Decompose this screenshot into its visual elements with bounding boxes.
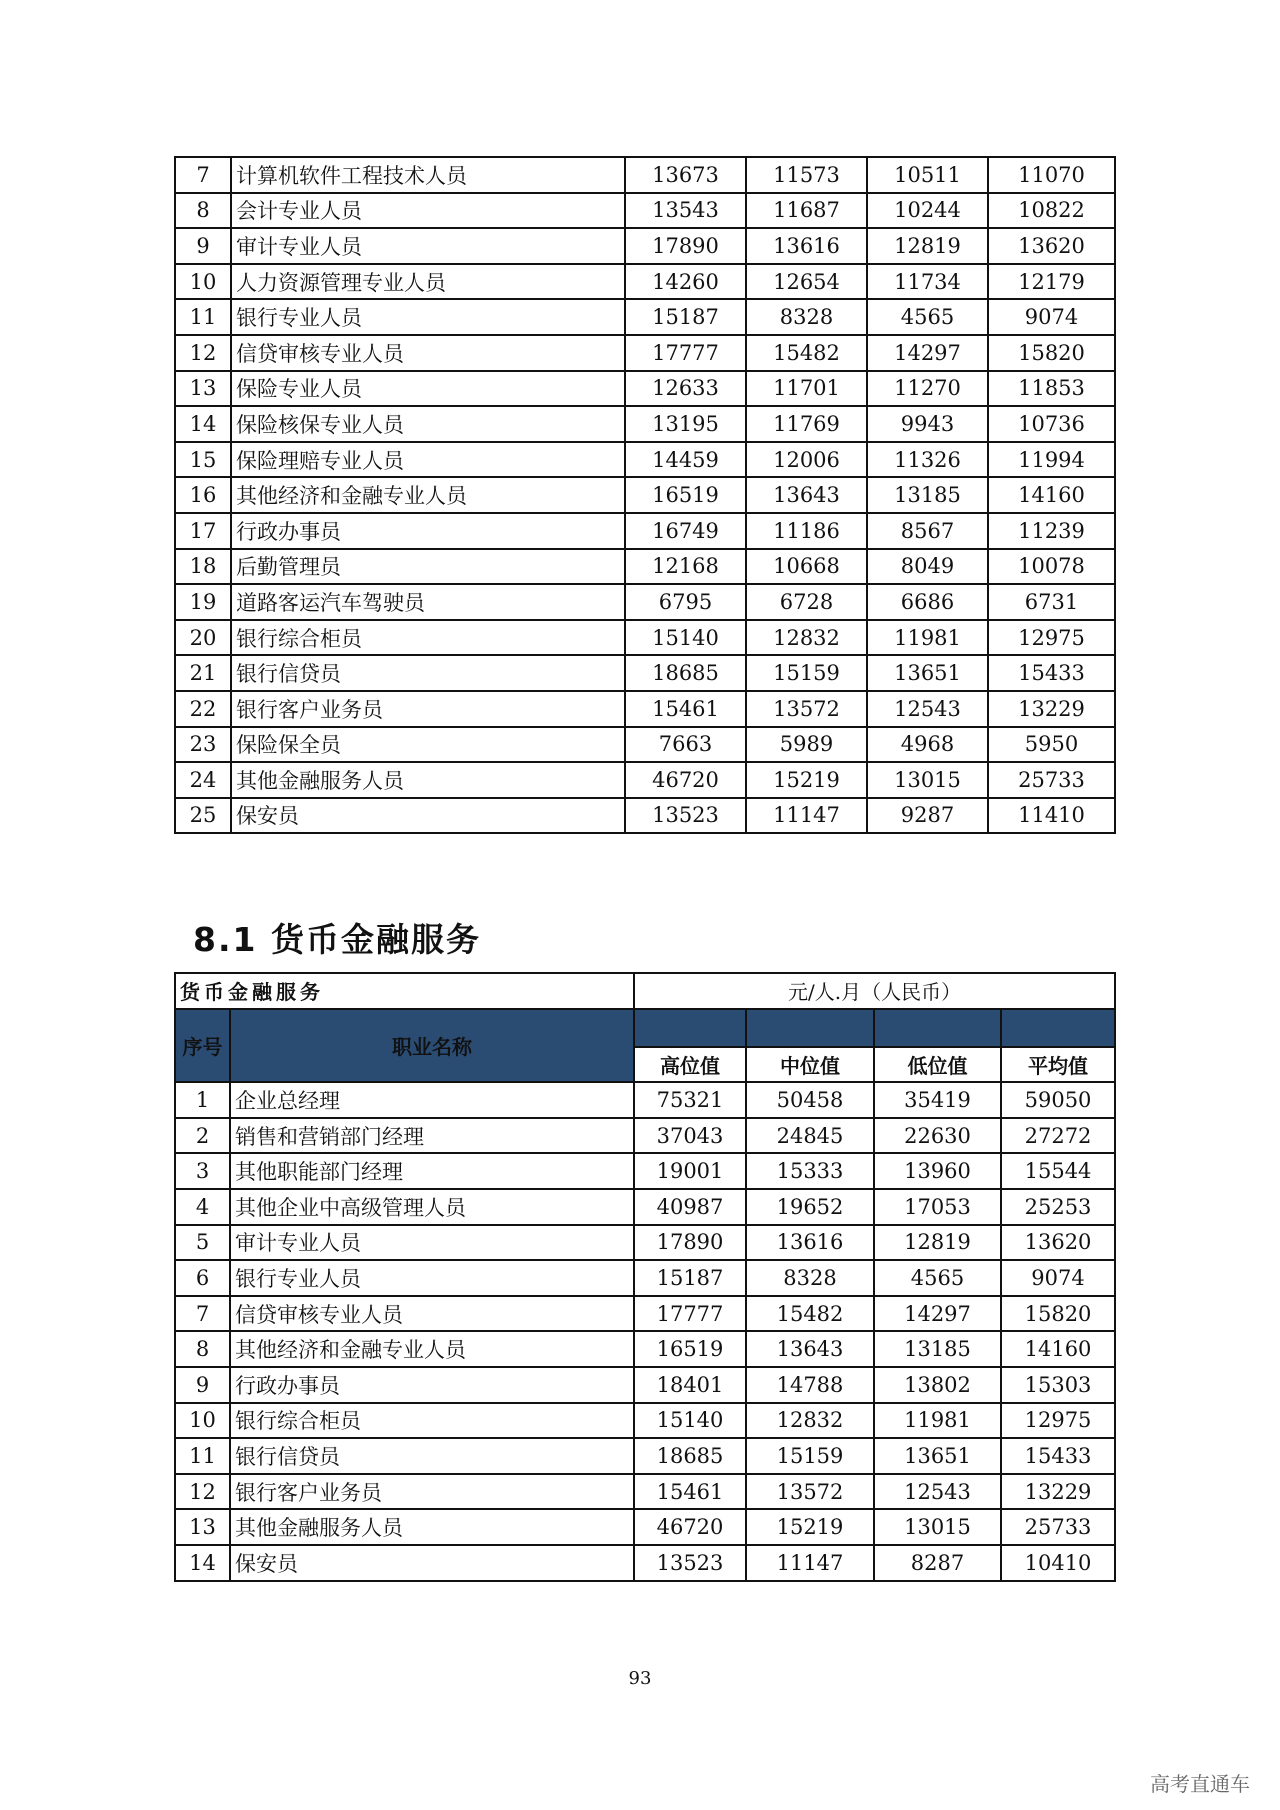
industry-category-label: 货币金融服务 — [175, 973, 634, 1009]
row-avg-value: 13229 — [988, 691, 1115, 727]
table-row — [175, 1367, 1115, 1403]
row-mid-value: 12654 — [746, 264, 867, 300]
row-mid-value: 11769 — [746, 406, 867, 442]
row-low-value: 13185 — [867, 477, 988, 513]
row-index: 12 — [175, 1474, 230, 1510]
row-low-value: 35419 — [874, 1082, 1001, 1118]
row-avg-value: 10736 — [988, 406, 1115, 442]
row-avg-value: 5950 — [988, 727, 1115, 763]
row-mid-value: 12006 — [746, 442, 867, 478]
row-occupation-name: 保安员 — [231, 798, 625, 834]
row-high-value: 46720 — [634, 1509, 746, 1545]
row-low-value: 11270 — [867, 371, 988, 407]
row-index: 9 — [175, 1367, 230, 1403]
row-high-value: 12168 — [625, 549, 746, 585]
row-avg-value: 11410 — [988, 798, 1115, 834]
row-index: 2 — [175, 1118, 230, 1154]
table-row — [175, 1153, 1115, 1189]
row-high-value: 75321 — [634, 1082, 746, 1118]
row-high-value: 13543 — [625, 193, 746, 229]
row-high-value: 16519 — [625, 477, 746, 513]
row-avg-value: 15820 — [988, 335, 1115, 371]
row-occupation-name: 计算机软件工程技术人员 — [231, 157, 625, 193]
row-high-value: 13673 — [625, 157, 746, 193]
header-band — [746, 1009, 874, 1047]
row-low-value: 9943 — [867, 406, 988, 442]
row-mid-value: 11573 — [746, 157, 867, 193]
row-low-value: 8287 — [874, 1545, 1001, 1581]
row-occupation-name: 其他金融服务人员 — [230, 1509, 634, 1545]
row-mid-value: 14788 — [746, 1367, 874, 1403]
row-index: 7 — [175, 1296, 230, 1332]
row-occupation-name: 人力资源管理专业人员 — [231, 264, 625, 300]
row-index: 14 — [175, 406, 231, 442]
table-row — [175, 1082, 1115, 1118]
column-header-high: 高位值 — [634, 1047, 746, 1083]
row-index: 17 — [175, 513, 231, 549]
row-avg-value: 13620 — [1001, 1225, 1115, 1261]
row-mid-value: 11186 — [746, 513, 867, 549]
row-occupation-name: 企业总经理 — [230, 1082, 634, 1118]
row-index: 19 — [175, 584, 231, 620]
row-high-value: 6795 — [625, 584, 746, 620]
header-band — [1001, 1009, 1115, 1047]
table-row — [175, 1545, 1115, 1581]
row-high-value: 17890 — [625, 228, 746, 264]
row-index: 23 — [175, 727, 231, 763]
row-index: 16 — [175, 477, 231, 513]
row-index: 8 — [175, 1331, 230, 1367]
row-low-value: 6686 — [867, 584, 988, 620]
row-mid-value: 15159 — [746, 655, 867, 691]
row-mid-value: 15219 — [746, 762, 867, 798]
row-high-value: 18685 — [625, 655, 746, 691]
row-mid-value: 10668 — [746, 549, 867, 585]
row-high-value: 7663 — [625, 727, 746, 763]
row-mid-value: 11701 — [746, 371, 867, 407]
row-mid-value: 13643 — [746, 1331, 874, 1367]
row-occupation-name: 其他经济和金融专业人员 — [231, 477, 625, 513]
row-occupation-name: 保险理赔专业人员 — [231, 442, 625, 478]
row-index: 10 — [175, 1403, 230, 1439]
row-index: 15 — [175, 442, 231, 478]
row-low-value: 4968 — [867, 727, 988, 763]
row-mid-value: 8328 — [746, 299, 867, 335]
row-mid-value: 13616 — [746, 228, 867, 264]
row-avg-value: 12179 — [988, 264, 1115, 300]
row-mid-value: 11147 — [746, 1545, 874, 1581]
row-occupation-name: 保险保全员 — [231, 727, 625, 763]
row-mid-value: 11687 — [746, 193, 867, 229]
row-high-value: 17777 — [625, 335, 746, 371]
row-high-value: 12633 — [625, 371, 746, 407]
table-row — [175, 798, 1115, 834]
row-avg-value: 13229 — [1001, 1474, 1115, 1510]
row-low-value: 13651 — [867, 655, 988, 691]
row-low-value: 14297 — [867, 335, 988, 371]
row-mid-value: 13572 — [746, 1474, 874, 1510]
table-row — [175, 513, 1115, 549]
row-low-value: 22630 — [874, 1118, 1001, 1154]
row-mid-value: 6728 — [746, 584, 867, 620]
row-index: 7 — [175, 157, 231, 193]
row-high-value: 13195 — [625, 406, 746, 442]
row-mid-value: 24845 — [746, 1118, 874, 1154]
table-row — [175, 1225, 1115, 1261]
row-low-value: 10244 — [867, 193, 988, 229]
row-avg-value: 15544 — [1001, 1153, 1115, 1189]
header-band — [634, 1009, 746, 1047]
row-low-value: 12543 — [874, 1474, 1001, 1510]
row-low-value: 13185 — [874, 1331, 1001, 1367]
row-index: 3 — [175, 1153, 230, 1189]
row-occupation-name: 审计专业人员 — [230, 1225, 634, 1261]
column-header-avg: 平均值 — [1001, 1047, 1115, 1083]
row-avg-value: 10410 — [1001, 1545, 1115, 1581]
row-low-value: 4565 — [867, 299, 988, 335]
row-high-value: 14459 — [625, 442, 746, 478]
row-occupation-name: 信贷审核专业人员 — [231, 335, 625, 371]
row-avg-value: 9074 — [988, 299, 1115, 335]
row-index: 1 — [175, 1082, 230, 1118]
table-row — [175, 691, 1115, 727]
table-row — [175, 762, 1115, 798]
table-row — [175, 1331, 1115, 1367]
row-avg-value: 13620 — [988, 228, 1115, 264]
row-mid-value: 15159 — [746, 1438, 874, 1474]
row-occupation-name: 银行信贷员 — [230, 1438, 634, 1474]
table-row — [175, 1474, 1115, 1510]
row-occupation-name: 保安员 — [230, 1545, 634, 1581]
row-index: 25 — [175, 798, 231, 834]
watermark: 高考直通车 — [1150, 1772, 1250, 1796]
row-avg-value: 11994 — [988, 442, 1115, 478]
row-mid-value: 13572 — [746, 691, 867, 727]
row-occupation-name: 会计专业人员 — [231, 193, 625, 229]
row-mid-value: 11147 — [746, 798, 867, 834]
table-row — [175, 299, 1115, 335]
row-high-value: 16519 — [634, 1331, 746, 1367]
salary-table-continued — [174, 156, 1116, 834]
row-avg-value: 25733 — [1001, 1509, 1115, 1545]
row-low-value: 12819 — [867, 228, 988, 264]
row-mid-value: 15333 — [746, 1153, 874, 1189]
row-low-value: 11326 — [867, 442, 988, 478]
table-row — [175, 157, 1115, 193]
table-row — [175, 1296, 1115, 1332]
table-header — [175, 973, 1115, 1082]
row-low-value: 12819 — [874, 1225, 1001, 1261]
table-row — [175, 1260, 1115, 1296]
row-high-value: 37043 — [634, 1118, 746, 1154]
row-index: 12 — [175, 335, 231, 371]
row-mid-value: 12832 — [746, 1403, 874, 1439]
row-mid-value: 19652 — [746, 1189, 874, 1225]
row-occupation-name: 道路客运汽车驾驶员 — [231, 584, 625, 620]
row-low-value: 13802 — [874, 1367, 1001, 1403]
row-index: 18 — [175, 549, 231, 585]
column-header-occupation: 职业名称 — [230, 1009, 634, 1083]
row-mid-value: 50458 — [746, 1082, 874, 1118]
row-occupation-name: 行政办事员 — [231, 513, 625, 549]
table-row — [175, 1118, 1115, 1154]
table-row — [175, 727, 1115, 763]
salary-table-continued-body — [175, 157, 1115, 833]
table-row — [175, 477, 1115, 513]
header-band — [874, 1009, 1001, 1047]
table-row — [175, 406, 1115, 442]
row-low-value: 17053 — [874, 1189, 1001, 1225]
row-high-value: 15140 — [634, 1403, 746, 1439]
currency-unit-label: 元/人.月（人民币） — [634, 973, 1115, 1009]
row-avg-value: 15433 — [988, 655, 1115, 691]
row-occupation-name: 银行综合柜员 — [231, 620, 625, 656]
column-header-low: 低位值 — [874, 1047, 1001, 1083]
row-occupation-name: 审计专业人员 — [231, 228, 625, 264]
row-mid-value: 15219 — [746, 1509, 874, 1545]
table-row — [175, 442, 1115, 478]
row-occupation-name: 银行专业人员 — [231, 299, 625, 335]
row-avg-value: 12975 — [1001, 1403, 1115, 1439]
row-occupation-name: 其他经济和金融专业人员 — [230, 1331, 634, 1367]
row-avg-value: 14160 — [988, 477, 1115, 513]
row-index: 20 — [175, 620, 231, 656]
row-index: 11 — [175, 299, 231, 335]
table-row — [175, 1438, 1115, 1474]
row-occupation-name: 保险专业人员 — [231, 371, 625, 407]
row-high-value: 15461 — [634, 1474, 746, 1510]
row-low-value: 13960 — [874, 1153, 1001, 1189]
section-title: 8.1 货币金融服务 — [193, 920, 481, 959]
row-index: 11 — [175, 1438, 230, 1474]
table-row — [175, 1509, 1115, 1545]
row-index: 13 — [175, 1509, 230, 1545]
row-occupation-name: 保险核保专业人员 — [231, 406, 625, 442]
table-row — [175, 620, 1115, 656]
row-occupation-name: 银行客户业务员 — [230, 1474, 634, 1510]
row-high-value: 15140 — [625, 620, 746, 656]
row-low-value: 10511 — [867, 157, 988, 193]
row-avg-value: 12975 — [988, 620, 1115, 656]
row-low-value: 11981 — [867, 620, 988, 656]
row-avg-value: 14160 — [1001, 1331, 1115, 1367]
row-high-value: 16749 — [625, 513, 746, 549]
table-row — [175, 1189, 1115, 1225]
row-avg-value: 10078 — [988, 549, 1115, 585]
row-occupation-name: 其他职能部门经理 — [230, 1153, 634, 1189]
row-low-value: 8049 — [867, 549, 988, 585]
row-occupation-name: 银行综合柜员 — [230, 1403, 634, 1439]
row-low-value: 8567 — [867, 513, 988, 549]
row-low-value: 9287 — [867, 798, 988, 834]
table-row — [175, 584, 1115, 620]
row-high-value: 46720 — [625, 762, 746, 798]
row-high-value: 17777 — [634, 1296, 746, 1332]
row-index: 13 — [175, 371, 231, 407]
row-low-value: 13651 — [874, 1438, 1001, 1474]
row-low-value: 11981 — [874, 1403, 1001, 1439]
row-avg-value: 25253 — [1001, 1189, 1115, 1225]
row-avg-value: 27272 — [1001, 1118, 1115, 1154]
row-index: 6 — [175, 1260, 230, 1296]
row-low-value: 13015 — [867, 762, 988, 798]
row-high-value: 40987 — [634, 1189, 746, 1225]
row-avg-value: 10822 — [988, 193, 1115, 229]
row-occupation-name: 银行客户业务员 — [231, 691, 625, 727]
row-index: 21 — [175, 655, 231, 691]
row-high-value: 18401 — [634, 1367, 746, 1403]
row-index: 4 — [175, 1189, 230, 1225]
row-occupation-name: 销售和营销部门经理 — [230, 1118, 634, 1154]
salary-table-monetary-finance-body — [175, 1082, 1115, 1580]
table-row — [175, 655, 1115, 691]
row-high-value: 14260 — [625, 264, 746, 300]
table-row — [175, 1403, 1115, 1439]
row-high-value: 15187 — [634, 1260, 746, 1296]
row-occupation-name: 信贷审核专业人员 — [230, 1296, 634, 1332]
table-row — [175, 549, 1115, 585]
row-avg-value: 59050 — [1001, 1082, 1115, 1118]
row-avg-value: 9074 — [1001, 1260, 1115, 1296]
row-mid-value: 13643 — [746, 477, 867, 513]
row-mid-value: 13616 — [746, 1225, 874, 1261]
row-low-value: 4565 — [874, 1260, 1001, 1296]
salary-table-monetary-finance — [174, 972, 1116, 1582]
table-row — [175, 371, 1115, 407]
row-high-value: 17890 — [634, 1225, 746, 1261]
page-number: 93 — [628, 1668, 652, 1689]
row-index: 22 — [175, 691, 231, 727]
row-high-value: 15461 — [625, 691, 746, 727]
row-mid-value: 15482 — [746, 1296, 874, 1332]
row-occupation-name: 银行信贷员 — [231, 655, 625, 691]
row-avg-value: 15820 — [1001, 1296, 1115, 1332]
row-low-value: 14297 — [874, 1296, 1001, 1332]
row-index: 5 — [175, 1225, 230, 1261]
row-low-value: 13015 — [874, 1509, 1001, 1545]
row-low-value: 11734 — [867, 264, 988, 300]
table-row — [175, 193, 1115, 229]
row-avg-value: 6731 — [988, 584, 1115, 620]
row-occupation-name: 其他企业中高级管理人员 — [230, 1189, 634, 1225]
row-index: 24 — [175, 762, 231, 798]
row-occupation-name: 行政办事员 — [230, 1367, 634, 1403]
row-low-value: 12543 — [867, 691, 988, 727]
row-high-value: 18685 — [634, 1438, 746, 1474]
table-row — [175, 335, 1115, 371]
row-index: 10 — [175, 264, 231, 300]
row-occupation-name: 银行专业人员 — [230, 1260, 634, 1296]
row-mid-value: 15482 — [746, 335, 867, 371]
row-high-value: 13523 — [625, 798, 746, 834]
row-index: 8 — [175, 193, 231, 229]
row-occupation-name: 其他金融服务人员 — [231, 762, 625, 798]
row-occupation-name: 后勤管理员 — [231, 549, 625, 585]
table-row — [175, 228, 1115, 264]
row-avg-value: 11070 — [988, 157, 1115, 193]
table-row — [175, 264, 1115, 300]
row-high-value: 15187 — [625, 299, 746, 335]
row-index: 14 — [175, 1545, 230, 1581]
column-header-mid: 中位值 — [746, 1047, 874, 1083]
row-avg-value: 15303 — [1001, 1367, 1115, 1403]
row-avg-value: 11853 — [988, 371, 1115, 407]
column-header-index: 序号 — [175, 1009, 230, 1083]
row-mid-value: 5989 — [746, 727, 867, 763]
row-avg-value: 15433 — [1001, 1438, 1115, 1474]
row-high-value: 13523 — [634, 1545, 746, 1581]
row-avg-value: 11239 — [988, 513, 1115, 549]
row-mid-value: 12832 — [746, 620, 867, 656]
row-avg-value: 25733 — [988, 762, 1115, 798]
row-mid-value: 8328 — [746, 1260, 874, 1296]
row-index: 9 — [175, 228, 231, 264]
row-high-value: 19001 — [634, 1153, 746, 1189]
